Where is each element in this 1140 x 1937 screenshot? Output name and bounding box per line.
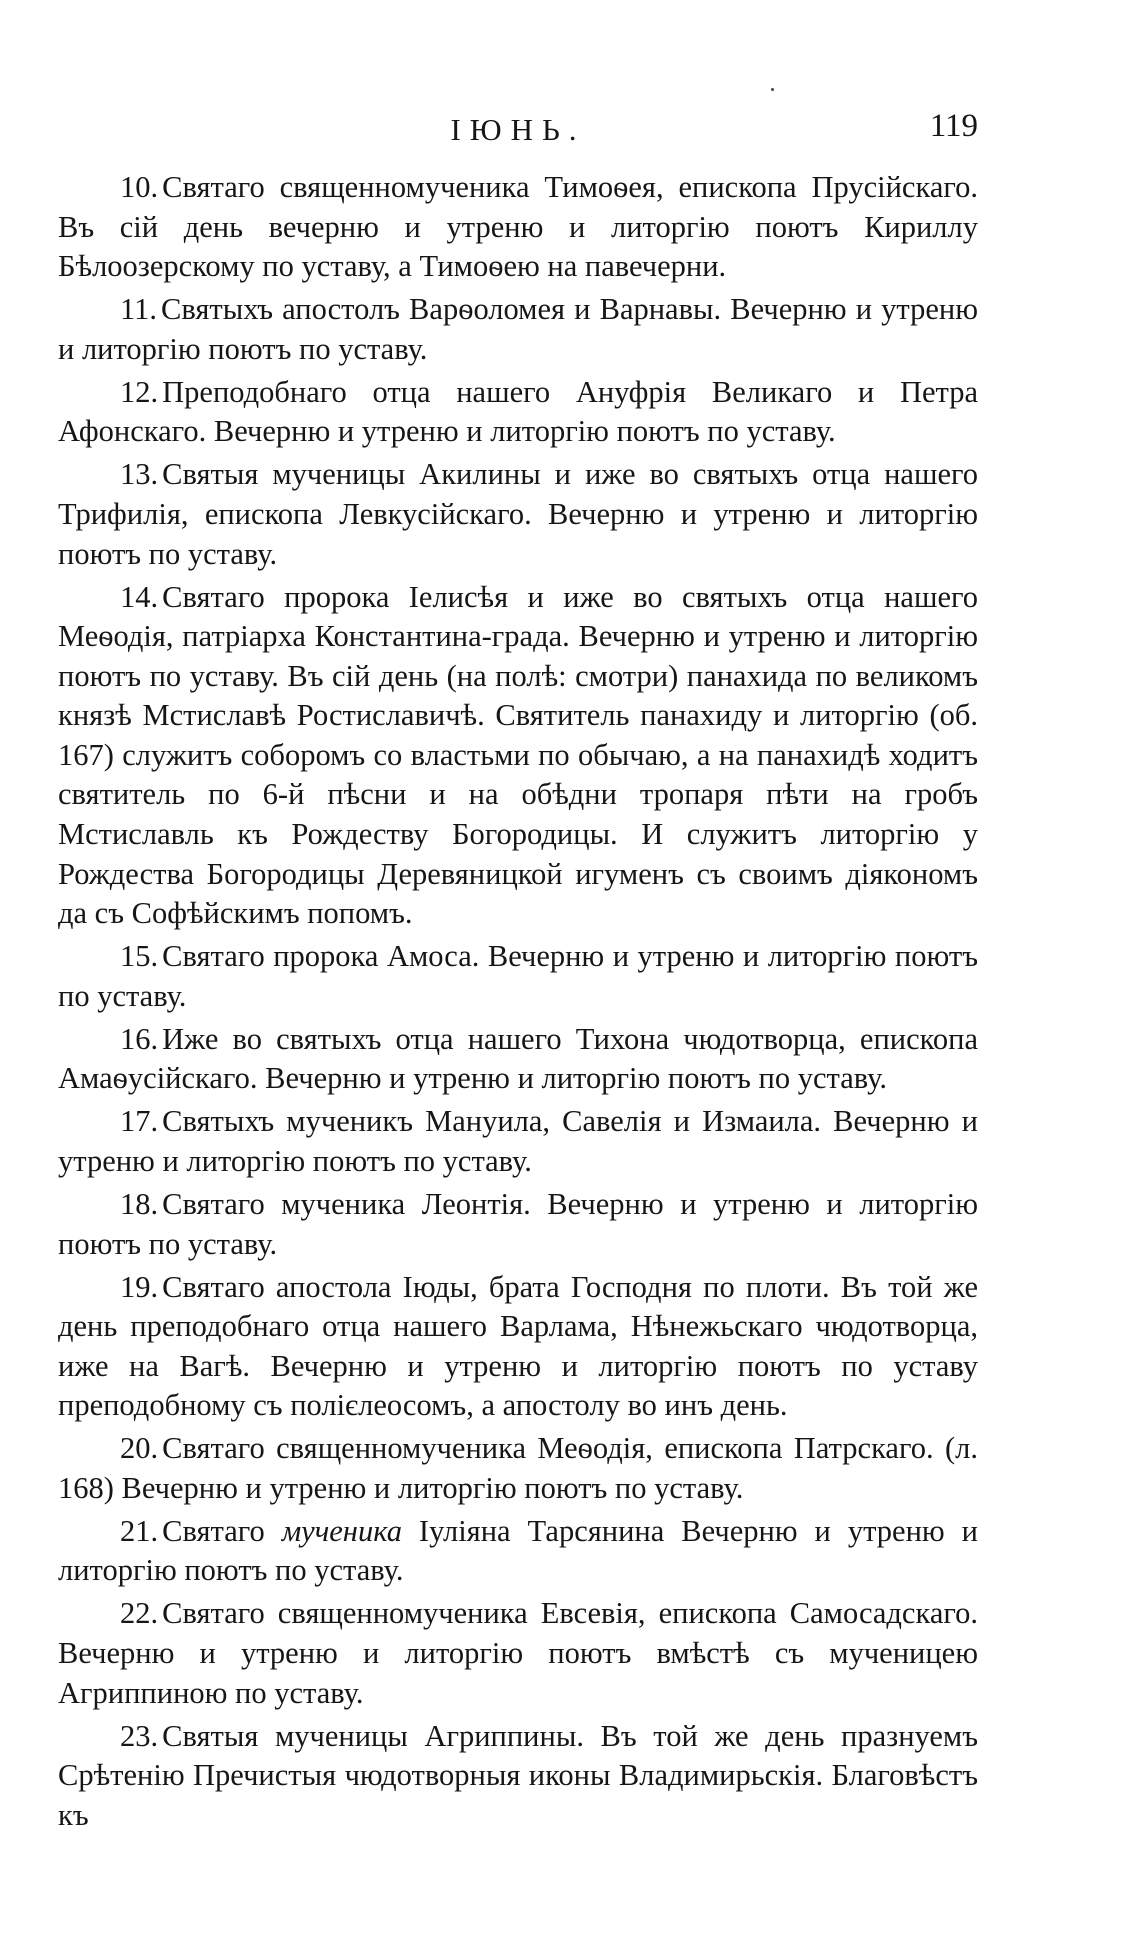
entry-text: Святаго священномученика Евсевія, епископа Самосадскаго. Вечерню и утреню и литоргію поютъ вмѣстѣ съ мученицею Агриппиною по уставу. <box>58 1596 978 1710</box>
entry-number: 21. <box>120 1513 159 1548</box>
entry-text-italic: мученика <box>281 1513 402 1548</box>
entry-number: 13. <box>120 457 159 492</box>
scan-speck <box>771 88 774 91</box>
entry-number: 12. <box>120 374 159 409</box>
entry-text: Святыя мученицы Акилины и иже во святыхъ отца нашего Трифилія, епископа Левкусійскаго. Вечерню и утреню и литоргію поютъ по уставу. <box>58 457 978 571</box>
entry-number: 22. <box>120 1596 159 1631</box>
entry-number: 17. <box>120 1104 159 1139</box>
page-number: 119 <box>929 108 978 144</box>
calendar-entries <box>58 168 978 1839</box>
entry-11 <box>58 290 978 369</box>
running-head: ІЮНЬ. <box>450 112 586 147</box>
entry-number: 18. <box>120 1186 159 1221</box>
entry-20 <box>58 1429 978 1508</box>
entry-number: 23. <box>120 1718 159 1753</box>
entry-number: 15. <box>120 939 159 974</box>
entry-text: Иже во святыхъ отца нашего Тихона чюдотворца, епископа Амаѳусійскаго. Вечерню и утреню и литоргію поютъ по уставу. <box>58 1021 978 1096</box>
entry-17 <box>58 1102 978 1181</box>
entry-13 <box>58 455 978 574</box>
entry-number: 20. <box>120 1431 159 1466</box>
entry-text: Святаго священномученика Меѳодія, епископа Патрскаго. (л. 168) Вечерню и утреню и литоргію поютъ по уставу. <box>58 1431 978 1505</box>
entry-text: Святаго апостола Іюды, брата Господня по плоти. Въ той же день преподобнаго отца нашего Варлама, Нѣнежьскаго чюдотворца, иже на Вагѣ. Вечерню и утреню и литоргію поютъ по уставу преподобному съ полієлеосомъ, а апостолу во инъ день. <box>58 1269 978 1423</box>
book-page <box>58 0 978 1937</box>
entry-text: Святаго пророка Амоса. Вечерню и утреню и литоргію поютъ по уставу. <box>58 939 978 1013</box>
entry-number: 16. <box>120 1021 159 1056</box>
entry-text: Преподобнаго отца нашего Ануфрія Великаго и Петра Афонскаго. Вечерню и утреню и литоргію поютъ по уставу. <box>58 374 978 449</box>
entry-text: Святаго священномученика Тимоѳея, епископа Прусійскаго. Въ сій день вечерню и утреню и литоргію поютъ Кириллу Бѣлоозерскому по уставу, а Тимоѳею на павечерни. <box>58 170 978 284</box>
entry-number: 11. <box>120 292 157 327</box>
entry-14 <box>58 578 978 934</box>
entry-text-start: Святаго <box>162 1513 282 1548</box>
page-header <box>58 108 978 152</box>
entry-22 <box>58 1594 978 1713</box>
entry-text: Святыя мученицы Агриппины. Въ той же день празнуемъ Срѣтенію Пречистыя чюдотворныя иконы Владимирьскія. Благовѣстъ къ <box>58 1718 978 1832</box>
entry-text: Святыхъ апостолъ Варѳоломея и Варнавы. Вечерню и утреню и литоргію поютъ по уставу. <box>58 292 978 366</box>
entry-12 <box>58 373 978 452</box>
entry-number: 19. <box>120 1269 159 1304</box>
entry-text: Святыхъ мученикъ Мануила, Савелія и Измаила. Вечерню и утреню и литоргію поютъ по уставу. <box>58 1104 978 1178</box>
entry-23 <box>58 1717 978 1836</box>
entry-18 <box>58 1185 978 1264</box>
entry-15 <box>58 937 978 1016</box>
entry-number: 10. <box>120 170 159 204</box>
entry-16 <box>58 1020 978 1099</box>
entry-21 <box>58 1512 978 1591</box>
entry-10 <box>58 168 978 287</box>
entry-19 <box>58 1268 978 1426</box>
entry-text: Святаго пророка Іелисѣя и иже во святыхъ отца нашего Меѳодія, патріарха Константина-града. Вечерню и утреню и литоргію поютъ по уставу. Въ сій день (на полѣ: смотри) панахида по великомъ князѣ Мстиславѣ Ростиславичѣ. Святитель панахиду и литоргію (об. 167) служитъ соборомъ со властьми по обычаю, а на панахидѣ ходитъ святитель по 6-й пѣсни и на обѣдни тропаря пѣти на гробъ Мстиславль къ Рождеству Богородицы. И служитъ литоргію у Рождества Богородицы Деревяницкой игуменъ съ своимъ діякономъ да съ Софѣйскимъ попомъ. <box>58 579 978 931</box>
entry-number: 14. <box>120 579 159 614</box>
entry-text-end: Іуліяна Тарсянина Вечерню и утреню и литоргію поютъ по уставу. <box>58 1513 978 1588</box>
entry-text: Святаго мученика Леонтія. Вечерню и утреню и литоргію поютъ по уставу. <box>58 1186 978 1261</box>
